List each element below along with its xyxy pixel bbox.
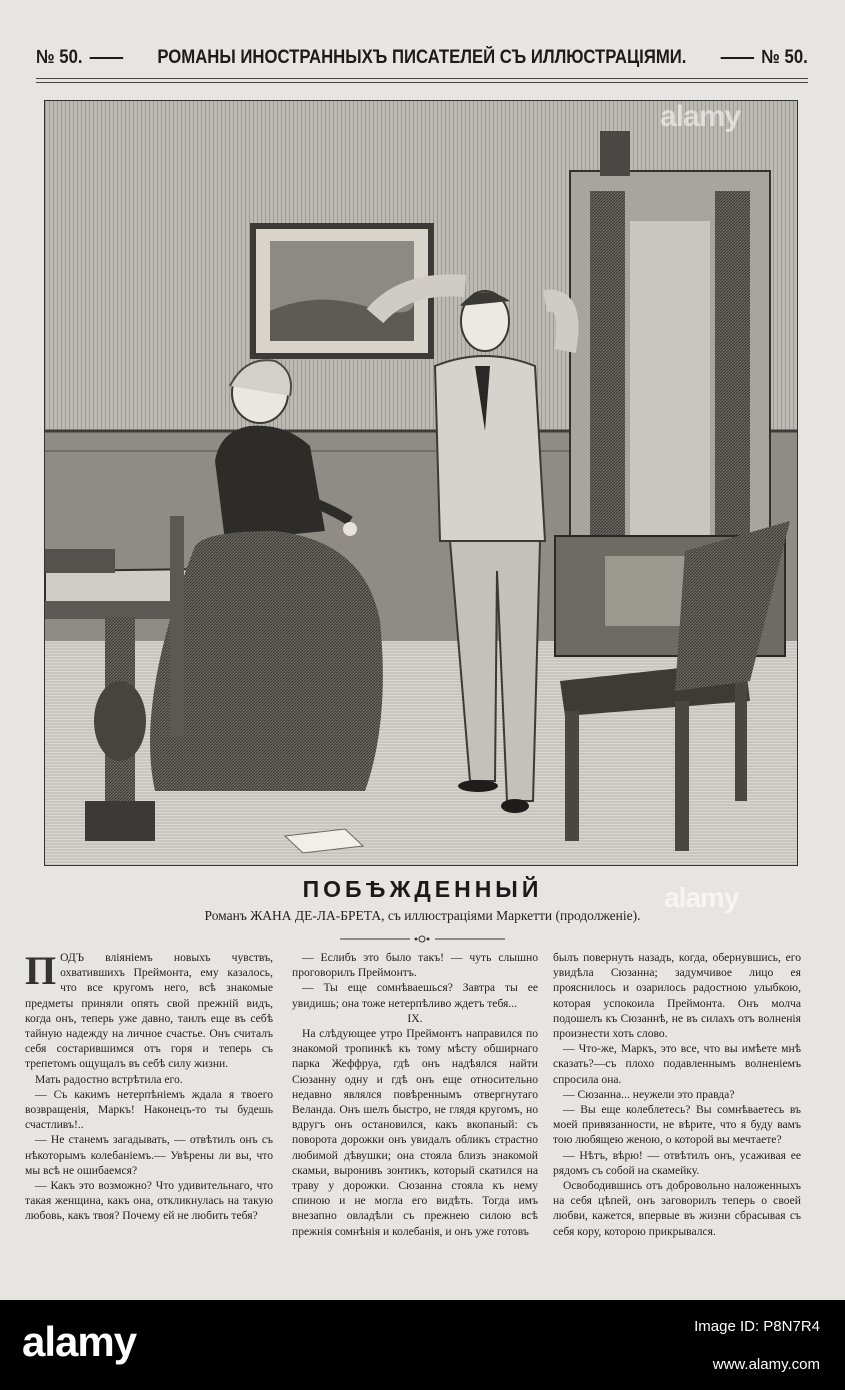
paragraph: ОДЪ вліяніемъ новыхъ чувствъ, охватившихъ Преймонта, ему казалось, что все кругомъ него, всѣ знакомые предметы приняли опять свой прежній видъ, когда онъ, теперь уже давно, таилъ еще въ себѣ тайную надежду на личное счастье. Онъ считалъ себя состарившимся отъ горя и теперь съ трепетомъ ощущалъ въ себѣ силу жизни. [25, 951, 273, 1071]
paragraph: — Нѣтъ, вѣрю! — отвѣтилъ онъ, усаживая ее рядомъ съ собой на скамейку. [553, 1148, 801, 1177]
text-column-1 [25, 950, 273, 1224]
issue-number-left: № 50. [36, 47, 83, 68]
paragraph: Мать радостно встрѣтила его. [35, 1072, 183, 1086]
paragraph: Освободившись отъ добровольно наложенныхъ на себя цѣпей, онъ заговорилъ теперь о своей любви, кажется, впервые въ жизни сбрасывая съ себя кору, которою прикрывался. [553, 1179, 801, 1238]
header-rule-bottom [36, 82, 808, 83]
page-header [36, 40, 808, 76]
alamy-logo[interactable]: alamy [22, 1318, 137, 1365]
header-rule-top [36, 78, 808, 79]
article-title: ПОБѢЖДЕННЫЙ [302, 876, 543, 902]
engraving-illustration [44, 100, 798, 866]
article-subtitle: Романъ ЖАНА ДЕ-ЛА-БРЕТА, съ иллюстраціями Маркетти (продолженіе). [204, 908, 641, 923]
alamy-watermark: alamy [664, 882, 739, 913]
image-id-label: Image ID: P8N7R4 [694, 1318, 820, 1335]
site-url-link[interactable]: www.alamy.com [712, 1356, 820, 1373]
paragraph: — Что-же, Маркъ, это все, что вы имѣете мнѣ сказать?—съ плохо подавленнымъ волненіемъ спросила она. [553, 1042, 801, 1086]
title-ornament [340, 934, 505, 944]
paragraph: — Ты еще сомнѣваешься? Завтра ты ее увидишь; она тоже нетерпѣливо ждетъ тебя... [292, 981, 538, 1010]
paragraph: На слѣдующее утро Преймонтъ направился по знакомой тропинкѣ къ тому мѣсту обширнаго парка Жеффруа, гдѣ онъ надѣялся найти Сюзанну одну и гдѣ онъ еще относительно недавно являлся повѣреннымъ отвергнутаго Веланда. Онъ шелъ быстро, не глядя кругомъ, но вдругъ онъ остановился, какъ вкопаный: съ поворота дорожки онъ увидалъ обликъ страстно любимой дѣвушки; она стояла близъ знакомой скамьи, выронивъ зонтикъ, который скатился на траву у дорожки. Сюзанна стояла къ нему спиною и не могла его видѣть. Тогда имъ внезапно овладѣли съ прежнею силою всѣ прежнія сомнѣнія и колебанія, и онъ уже готовъ [292, 1027, 538, 1238]
paragraph: — Съ какимъ нетерпѣніемъ ждала я твоего возвращенія, Маркъ! Наконецъ-то ты будешь счастливъ!.. [25, 1087, 273, 1132]
paragraph: — Какъ это возможно? Что удивительнаго, что такая женщина, какъ она, откликнулась на такую любовь, какъ твоя? Почему ей не любить тебя? [25, 1179, 273, 1223]
paragraph: — Сюзанна... неужели это правда? [563, 1087, 735, 1101]
header-dash-right [721, 57, 754, 59]
chapter-heading: IX. [407, 1011, 423, 1025]
text-column-2 [292, 950, 538, 1239]
alamy-watermark: alamy [660, 100, 741, 133]
paragraph: — Еслибъ это было такъ! — чуть слышно проговорилъ Преймонтъ. [292, 951, 538, 980]
issue-number-right: № 50. [761, 47, 808, 68]
drop-cap: П [25, 948, 57, 993]
text-column-3 [553, 950, 801, 1239]
paragraph: — Не станемъ загадывать, — отвѣтилъ онъ съ нѣкоторымъ колебаніемъ.— Увѣрены ли вы, что мы всѣ не ошибаемся? [25, 1133, 273, 1177]
publication-title: РОМАНЫ ИНОСТРАННЫХЪ ПИСАТЕЛЕЙ СЪ ИЛЛЮСТРАЦІЯМИ. [157, 47, 687, 68]
paragraph: былъ повернуть назадъ, когда, обернувшись, его увидѣла Сюзанна; задумчивое лицо ея прояснилось и озарилось радостною улыбкою, которая успокоила Преймонта. Онъ молча подошелъ къ Сюзаннѣ, не въ силахъ отъ волненія произнести хоть слово. [553, 951, 801, 1041]
header-dash-left [90, 57, 123, 59]
stock-footer-bar [0, 1300, 845, 1390]
paragraph: — Вы еще колеблетесь? Вы сомнѣваетесь въ моей привязанности, не вѣрите, что я буду вамъ тою любящею женою, о которой вы мечтаете? [553, 1103, 801, 1147]
